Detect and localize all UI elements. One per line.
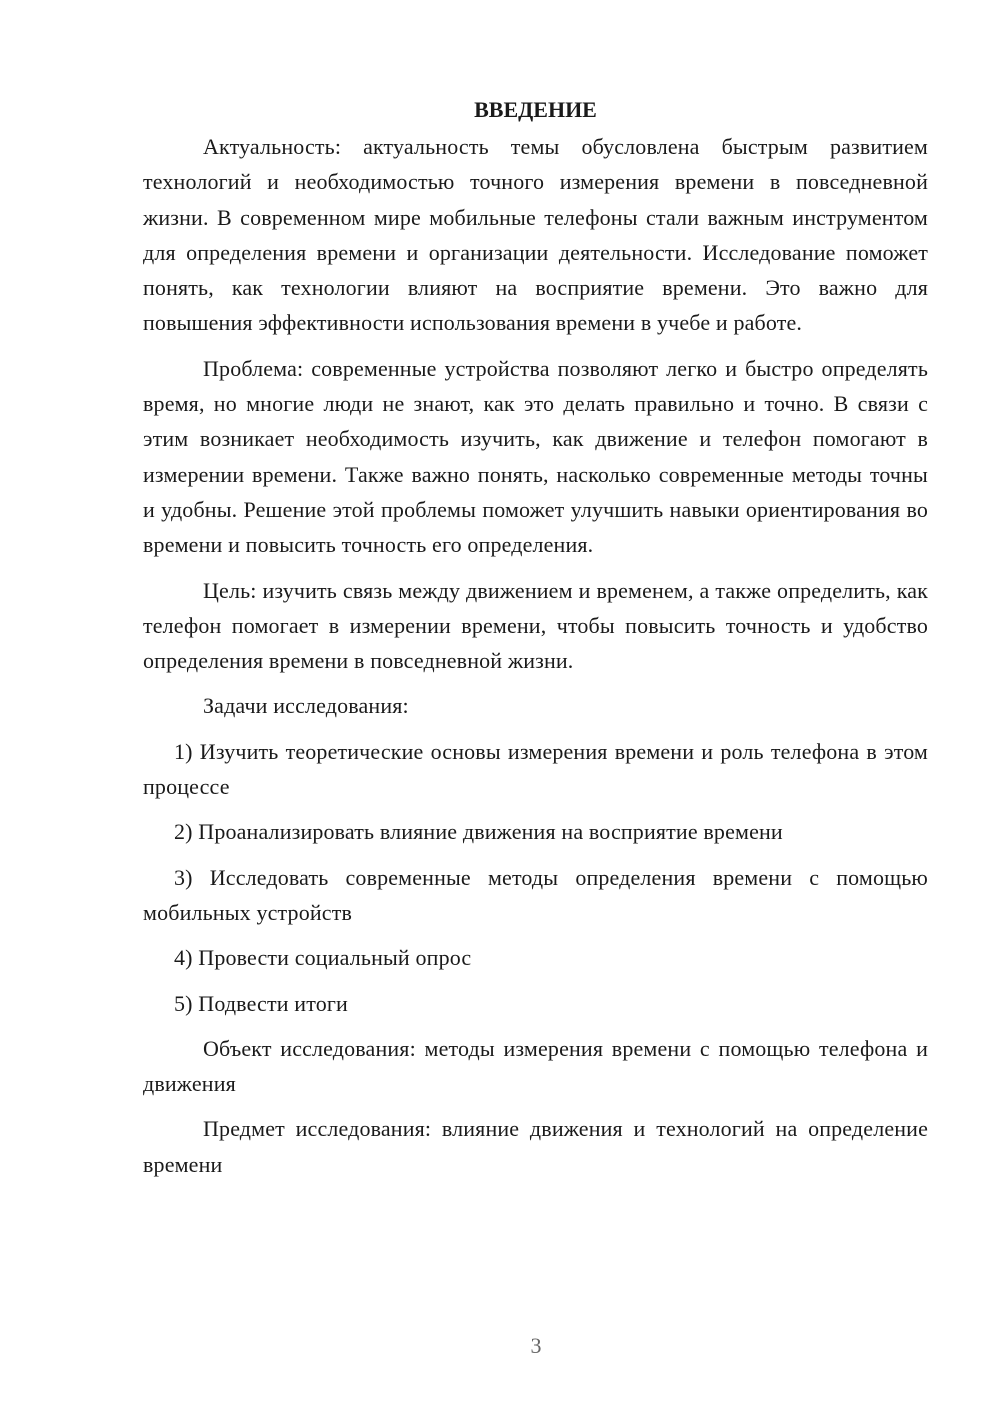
task-item-4: 4) Провести социальный опрос <box>174 945 472 971</box>
task-item-2: 2) Проанализировать влияние движения на восприятие времени <box>174 819 783 845</box>
page-number: 3 <box>530 1333 542 1358</box>
goal-paragraph: Цель: изучить связь между движением и временем, а также определить, как телефон помогает в измерении времени, чтобы повысить точность и удобство определения времени в повседневной жизни. <box>143 577 928 674</box>
tasks-list <box>143 734 928 1021</box>
page-title: ВВЕДЕНИЕ <box>474 97 597 122</box>
relevance-paragraph: Актуальность: актуальность темы обусловлена быстрым развитием технологий и необходимостью точного измерения времени в повседневной жизни. В современном мире мобильные телефоны стали важным инструментом для определения времени и организации деятельности. Исследование поможет понять, как технологии влияют на восприятие времени. Это важно для повышения эффективности использования времени в учебе и работе. <box>143 134 928 336</box>
document-page <box>143 92 928 1192</box>
task-item-3: 3) Исследовать современные методы определения времени с помощью мобильных устройств <box>143 864 928 925</box>
object-paragraph: Объект исследования: методы измерения времени с помощью телефона и движения <box>143 1035 928 1097</box>
task-item-1: 1) Изучить теоретические основы измерения времени и роль телефона в этом процессе <box>143 738 928 800</box>
tasks-heading: Задачи исследования: <box>203 693 409 719</box>
subject-paragraph: Предмет исследования: влияние движения и технологий на определение времени <box>143 1116 928 1177</box>
problem-paragraph: Проблема: современные устройства позволяют легко и быстро определять время, но многие люди не знают, как это делать правильно и точно. В связи с этим возникает необходимость изучить, как движение и телефон помогают в измерении времени. Также важно понять, насколько современные методы точны и удобны. Решение этой проблемы поможет улучшить навыки ориентирования во времени и повысить точность его определения. <box>143 355 928 558</box>
task-item-5: 5) Подвести итоги <box>174 990 348 1016</box>
